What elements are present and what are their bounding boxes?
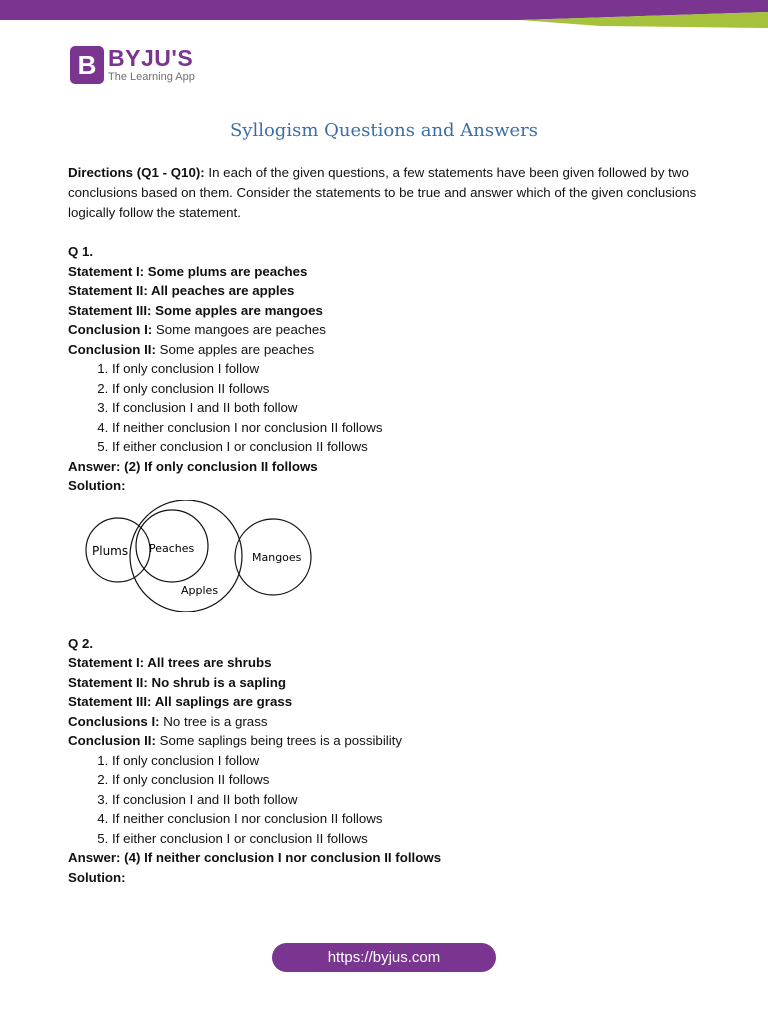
logo-tagline: The Learning App: [108, 70, 195, 83]
byjus-logo: [70, 46, 195, 84]
q2-solution-label: Solution:: [68, 869, 126, 885]
directions: [68, 163, 698, 223]
q1-statement-1: Statement I: Some plums are peaches: [68, 263, 308, 279]
q1-conclusion-1: [68, 320, 698, 340]
q2-option-5: 5. If either conclusion I or conclusion II follows: [112, 829, 698, 849]
q1-conclusion-1-text: Some mangoes are peaches: [152, 322, 326, 337]
q1-option-2: 2. If only conclusion II follows: [112, 379, 698, 399]
directions-label: Directions (Q1 - Q10):: [68, 165, 205, 180]
q1-option-5: 5. If either conclusion I or conclusion II follows: [112, 437, 698, 457]
mangoes-label: Mangoes: [252, 550, 302, 564]
logo-mark: B: [70, 46, 104, 84]
q2-statement-3: Statement III: All saplings are grass: [68, 694, 293, 709]
q2-conclusion-2-label: Conclusion II:: [68, 733, 156, 748]
q2-statement-1: Statement I: All trees are shrubs: [68, 655, 272, 670]
q1-option-3: 3. If conclusion I and II both follow: [112, 398, 698, 418]
q2-option-1: 1. If only conclusion I follow: [112, 751, 698, 771]
page-title: Syllogism Questions and Answers: [229, 120, 539, 141]
q2-conclusion-2: [68, 731, 698, 751]
q2-conclusion-2-text: Some saplings being trees is a possibility: [155, 733, 403, 748]
q1-options: [68, 359, 698, 457]
q2-option-3: 3. If conclusion I and II both follow: [112, 790, 698, 810]
q1-answer: Answer: (2) If only conclusion II follows: [68, 458, 318, 474]
apples-label: Apples: [181, 583, 219, 597]
q1-statement-2: Statement II: All peaches are apples: [68, 283, 295, 298]
q2-conclusion-1-text: No tree is a grass: [159, 713, 268, 729]
q2-options: [68, 751, 698, 849]
plums-label: Plums: [92, 543, 129, 558]
q2-option-2: 2. If only conclusion II follows: [112, 770, 698, 790]
header-band: [0, 0, 768, 28]
q1-conclusion-2: [68, 340, 698, 360]
q1-conclusion-1-label: Conclusion I:: [68, 322, 153, 337]
q1-option-4: 4. If neither conclusion I nor conclusion II follows: [112, 418, 698, 438]
q2-answer: Answer: (4) If neither conclusion I nor conclusion II follows: [68, 850, 442, 865]
logo-name: BYJU'S: [108, 44, 194, 71]
directions-text: In each of the given questions, a few statements have been given followed by two conclusions based on them. Consider the statements to be true and answer which of the given conclusions logically follow the statement.: [68, 165, 697, 220]
q1-conclusion-2-label: Conclusion II:: [68, 341, 156, 357]
document-body: [68, 163, 698, 887]
q1-conclusion-2-text: Some apples are peaches: [155, 341, 315, 357]
q2-conclusion-1-label: Conclusions I:: [68, 713, 160, 729]
q2-conclusion-1: [68, 712, 698, 732]
footer-url-link[interactable]: https://byjus.com: [272, 943, 496, 972]
q2-option-4: 4. If neither conclusion I nor conclusion II follows: [112, 809, 698, 829]
q2-number: Q 2.: [68, 635, 94, 651]
q1-number: Q 1.: [68, 244, 94, 259]
q1-solution-label: Solution:: [68, 478, 126, 493]
peaches-label: Peaches: [149, 541, 195, 555]
q1-option-1: 1. If only conclusion I follow: [112, 359, 698, 379]
q2-statement-2: Statement II: No shrub is a sapling: [68, 674, 286, 690]
q1-statement-3: Statement III: Some apples are mangoes: [68, 302, 323, 318]
q1-venn-diagram: [68, 500, 328, 612]
